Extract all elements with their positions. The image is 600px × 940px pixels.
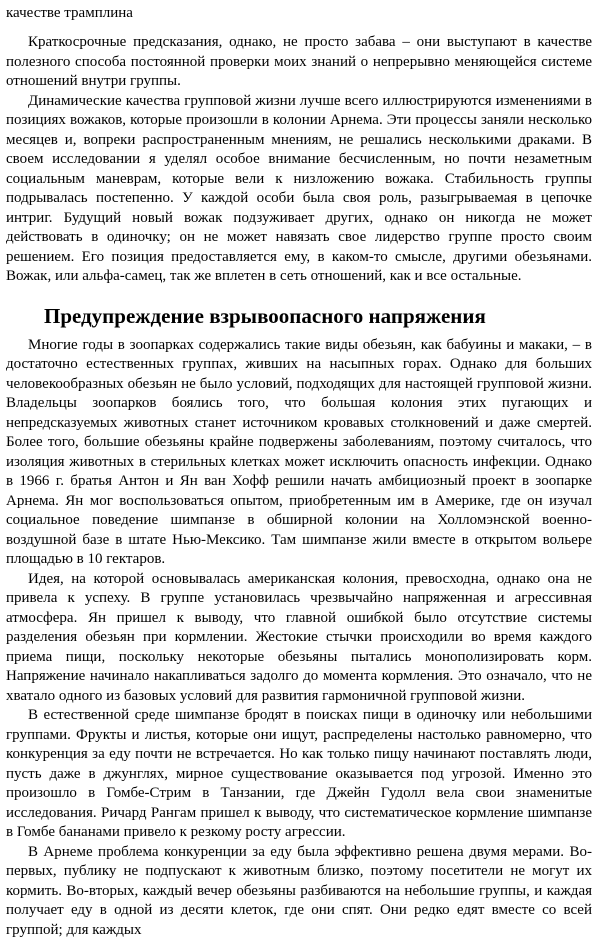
paragraph: В Арнеме проблема конкуренции за еду была эффективно решена двумя мерами. Во-первых, публику не подпускают к животным близко, поэтому посетители не могут их кормить. Во-вторых, каждый вечер обезьяны разбиваются на небольшие группы, и каждая получает еду в одной из десяти клеток, где они спят. Они редко едят вместе со всей группой; для каждых: [6, 843, 592, 940]
paragraph: Динамические качества групповой жизни лучше всего иллюстрируются изменениями в позициях вожаков, которые произошли в колонии Арнема. Эти процессы заняли несколько месяцев и, вопреки распространенным мнениям, не решались несколькими драками. В своем исследовании я уделял особое внимание бесчисленным, но почти незаметным социальным маневрам, которые вели к низложению вожака. Стабильность группы подрывалась постепенно. У каждой особи была своя роль, разыгрываемая в цепочке интриг. Будущий новый вожак подзуживает других, однако он никогда не может действовать в одиночку; он не может навязать свое лидерство группе просто своим решением. Его позиция предоставляется ему, в каком-то смысле, другими обезьянами. Вожак, или альфа-самец, так же вплетен в сеть отношений, как и все остальные.: [6, 92, 592, 287]
paragraph: Многие годы в зоопарках содержались такие виды обезьян, как бабуины и макаки, – в достаточно естественных группах, живших на насыпных горах. Однако для больших человекообразных обезьян не было условий, подходящих для настоящей групповой жизни. Владельцы зоопарков боялись того, что большая колония этих пугающих и непредсказуемых животных станет источником кровавых столкновений и даже смертей. Более того, большие обезьяны крайне подвержены заболеваниям, поэтому считалось, что изоляция животных в стерильных клетках может исключить опасность инфекции. Однако в 1966 г. братья Антон и Ян ван Хофф решили начать амбициозный проект в зоопарке Арнема. Ян мог воспользоваться опытом, приобретенным им в Америке, где он изучал социальное поведение шимпанзе в обширной колонии на Холломэнской военно-воздушной базе в штате Нью-Мексико. Там шимпанзе жили вместе в открытом вольере площадью в 10 гектаров.: [6, 336, 592, 570]
paragraph: Идея, на которой основывалась американская колония, превосходна, однако она не привела к успеху. В группе установилась чрезвычайно напряженная и агрессивная атмосфера. Ян пришел к выводу, что главной ошибкой было отсутствие системы разделения обезьян при кормлении. Жестокие стычки происходили во время каждого приема пищи, поскольку некоторые обезьяны пытались монополизировать корм. Напряжение начинало накапливаться задолго до момента кормления. Это означало, что не хватало одного из базовых условий для развития гармоничной групповой жизни.: [6, 570, 592, 707]
paragraph: Краткосрочные предсказания, однако, не просто забава – они выступают в качестве полезного способа постоянной проверки моих знаний о непрерывно меняющейся системе отношений внутри группы.: [6, 33, 592, 92]
paragraph: В естественной среде шимпанзе бродят в поисках пищи в одиночку или небольшими группами. Фрукты и листья, которые они ищут, распределены настолько равномерно, что конкуренция за еду почти не встречается. Но как только пищу начинают поставлять люди, пусть даже в джунглях, мирное существование оказывается под угрозой. Именно это произошло в Гомбе-Стрим в Танзании, где Джейн Гудолл вела свои знаменитые исследования. Ричард Рангам пришел к выводу, что систематическое кормление шимпанзе в Гомбе бананами привело к резкому росту агрессии.: [6, 706, 592, 843]
section-heading: Предупреждение взрывоопасного напряжения: [44, 303, 592, 329]
continued-text-line: качестве трамплина: [6, 4, 592, 23]
